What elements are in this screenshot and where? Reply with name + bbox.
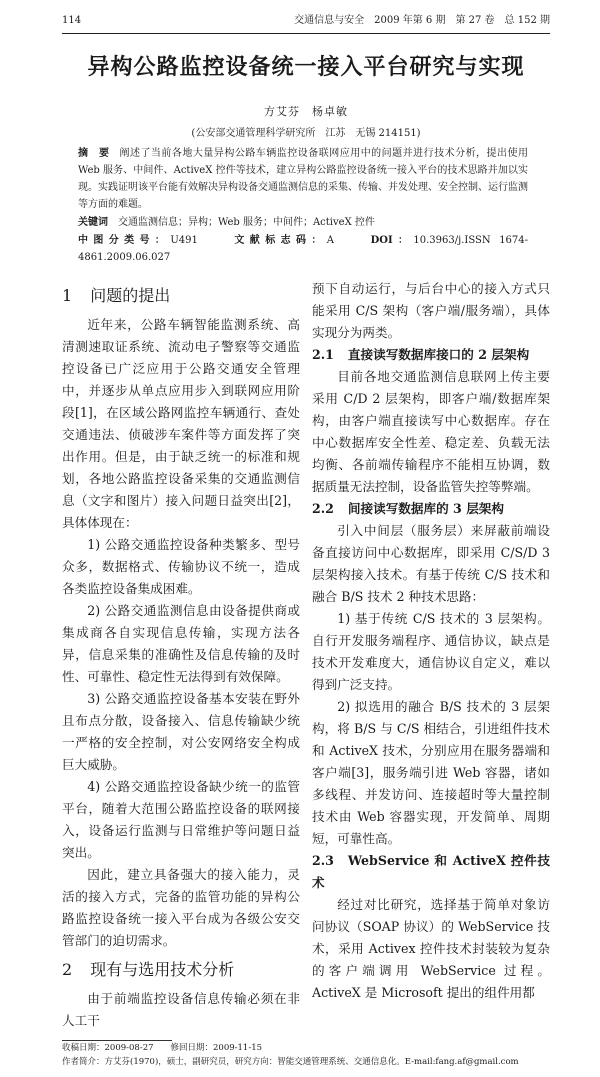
paragraph: 3) 公路交通监控设备基本安装在野外且布点分散，设备接入、信息传输缺少统一严格的安全控制，对公安网络安全构成巨大威胁。 (62, 691, 300, 772)
paragraph: 近年来，公路车辆智能监测系统、高清测速取证系统、流动电子警察等交通监控设备已广泛应用于公路交通安全管理中，并逐步从单点应用步入到联网应用阶段[1]，在区域公路网监控车辆通行、查处交通违法、侦破涉车案件等方面发挥了突出作用。但是，由于缺乏统一的标准和规划，各地公路监控设备采集的交通监测信息（文字和图片）接入问题日益突出[2]，具体体现在： (62, 317, 300, 530)
abstract-text: 阐述了当前各地大量异构公路车辆监控设备联网应用中的问题并进行技术分析，提出使用 Web 服务、中间件、ActiveX 控件等技术，建立异构公路监控设备统一接入平台的技术思路并加以实现。实践证明该平台能有效解决异构设备交通监测信息的采集、传输、并发处理、安全控制、运行监测等方面的难题。 (78, 148, 529, 210)
subsection-heading (312, 850, 550, 894)
authors: 方艾芬 杨卓敏 (264, 105, 348, 118)
doi-value: 10.3963/j.ISSN 1674-4861.2009.06.027 (78, 235, 529, 263)
paragraph: 经过对比研究，选择基于简单对象访问协议（SOAP 协议）的 WebService 技术，采用 Activex 控件技术封装较为复杂的客户端调用 WebService 过程。ActiveX 是 Microsoft 提出的组件用都 (312, 897, 550, 1000)
paragraph: 目前各地交通监测信息联网上传主要采用 C/D 2 层架构，即客户端/数据库架构，由客户端直接读写中心数据库。存在中心数据库安全性差、稳定差、负载无法均衡、各前端传输程序不能相互协调，数据质量无法控制，设备监管失控等弊端。 (312, 369, 550, 494)
paragraph: 2) 公路交通监测信息由设备提供商或集成商各自实现信息传输，实现方法各异，信息采集的准确性及信息传输的及时性、可靠性、稳定性无法得到有效保障。 (62, 603, 300, 684)
doc-code-label: 文献标志码： (234, 235, 327, 246)
right-column (312, 278, 550, 1032)
clc-value: U491 (170, 235, 198, 246)
subsection-heading (312, 498, 550, 520)
subsection-heading (312, 344, 550, 366)
section-number: 2 (62, 960, 73, 979)
paragraph: 引入中间层（服务层）来屏蔽前端设备直接访问中心数据库，即采用 C/S/D 3 层架构接入技术。有基于传统 C/S 技术和融合 B/S 技术 2 种技术思路： (312, 523, 550, 604)
paragraph: 4) 公路交通监控设备缺少统一的监管平台，随着大范围公路监控设备的联网接入，设备运行监测与日常维护等问题日益突出。 (62, 779, 300, 860)
subsection-number: 2.3 (312, 853, 334, 868)
subsection-title: 直接读写数据库接口的 2 层架构 (347, 347, 530, 362)
classification (78, 232, 528, 266)
section-number: 1 (62, 286, 73, 305)
subsection-title: 间接读写数据库的 3 层架构 (347, 501, 504, 516)
subsection-number: 2.2 (312, 501, 334, 516)
paragraph: 2) 拟选用的融合 B/S 技术的 3 层架构，将 B/S 与 C/S 相结合，引进组件技术和 ActiveX 技术，分别应用在服务器端和客户端[3]，服务端引进 Web 容器，诸如多线程、并发访问、连接超时等大量控制技术由 Web 容器实现，开发简单、周期短，可靠性高。 (312, 699, 550, 846)
paper-title: 异构公路监控设备统一接入平台研究与实现 (87, 54, 525, 80)
doc-code-value: A (326, 235, 334, 246)
section-heading (62, 956, 300, 984)
body-columns (62, 278, 550, 1032)
abstract (78, 145, 528, 213)
left-column (62, 278, 300, 1032)
keywords-label: 关键词 (78, 217, 108, 228)
front-matter (78, 145, 528, 266)
doi-label: DOI： (370, 235, 414, 246)
paragraph: 由于前端监控设备信息传输必须在非人工干 (62, 991, 300, 1028)
keywords (78, 214, 528, 231)
section-title: 问题的提出 (90, 286, 171, 305)
subsection-title: WebService 和 ActiveX 控件技术 (312, 853, 550, 890)
paragraph: 1) 公路交通监控设备种类繁多、型号众多，数据格式、传输协议不统一，造成各类监控设备集成困难。 (62, 537, 300, 596)
section-title: 现有与选用技术分析 (90, 960, 235, 979)
section-heading (62, 282, 300, 310)
abstract-label: 摘 要 (78, 148, 110, 159)
page-number: 114 (62, 15, 82, 26)
subsection-number: 2.1 (312, 347, 334, 362)
running-header (62, 14, 550, 34)
paragraph: 预下自动运行，与后台中心的接入方式只能采用 C/S 架构（客户端/服务端），具体实现分为两类。 (312, 281, 550, 340)
keywords-text: 交通监测信息；异构；Web 服务；中间件；ActiveX 控件 (118, 217, 375, 228)
paragraph: 1) 基于传统 C/S 技术的 3 层架构。自行开发服务端程序、通信协议，缺点是技术开发难度大，通信协议自定义，难以得到广泛支持。 (312, 611, 550, 692)
affiliation: (公安部交通管理科学研究所 江苏 无锡 214151) (191, 128, 421, 139)
footnote-received: 收稿日期：2009-08-27 修回日期：2009-11-15 (62, 1043, 263, 1053)
footnote-author-bio: 作者简介：方艾芬(1970)，硕士，副研究员，研究方向：智能交通管理系统、交通信息化。E-mail:fang.af@gmail.com (62, 1057, 519, 1067)
clc-label: 中图分类号： (78, 235, 171, 246)
journal-info: 交通信息与安全 2009 年第 6 期 第 27 卷 总 152 期 (294, 15, 550, 26)
paragraph: 因此，建立具备强大的接入能力，灵活的接入方式，完备的监管功能的异构公路监控设备统一接入平台成为各级公安交管部门的迫切需求。 (62, 867, 300, 948)
